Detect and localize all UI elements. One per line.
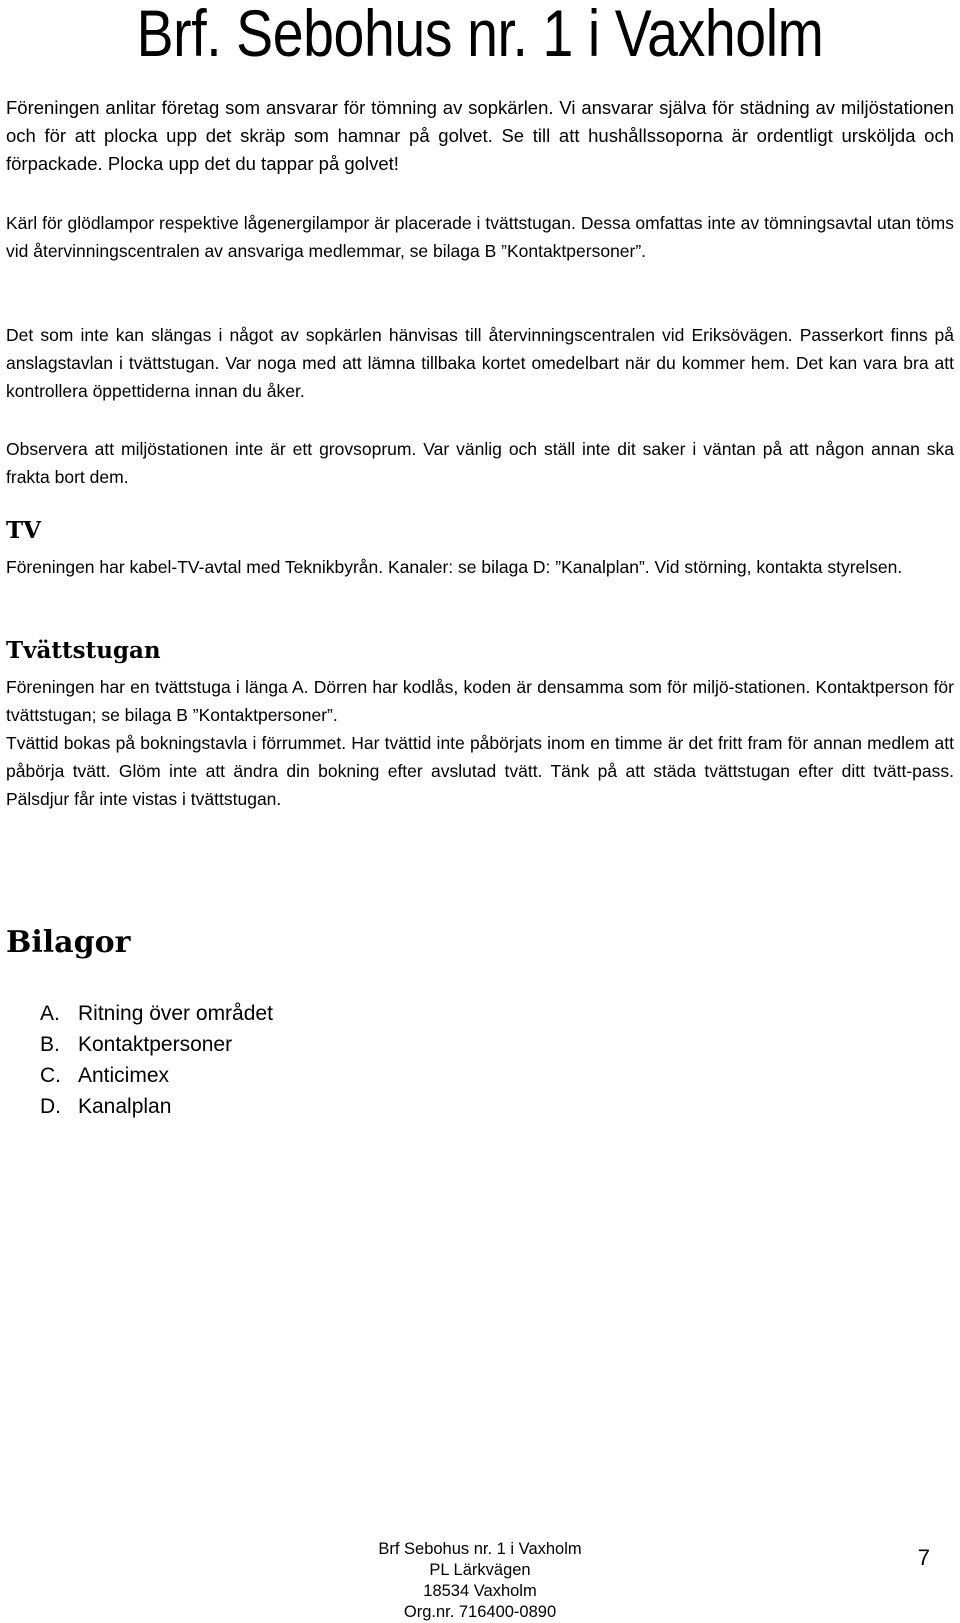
list-marker: C.: [40, 1064, 61, 1087]
footer-name: Brf Sebohus nr. 1 i Vaxholm: [378, 1540, 582, 1558]
list-item-label: Kontaktpersoner: [78, 1033, 233, 1056]
list-marker: A.: [40, 1002, 60, 1025]
paragraph-tv: Föreningen har kabel-TV-avtal med Teknikbyrån. Kanaler: se bilaga D: ”Kanalplan”. Vid störning, kontakta styrelsen.: [6, 557, 903, 577]
paragraph-atervinning: Det som inte kan slängas i något av sopkärlen hänvisas till återvinningscentralen vid Eriksövägen. Passerkort finns på anslagstavlan i tvättstugan. Var noga med att lämna tillbaka kortet omedelbart när du kommer hem. Det kan vara bra att kontrollera öppettiderna innan du åker.: [6, 325, 954, 401]
list-item-label: Anticimex: [78, 1064, 170, 1087]
paragraph-sopor: Föreningen anlitar företag som ansvarar för tömning av sopkärlen. Vi ansvarar själva för städning av miljöstationen och för att plocka upp det skräp som hamnar på golvet. Se till att hushållssoporna är ordentligt ursköljda och förpackade. Plocka upp det du tappar på golvet!: [6, 97, 954, 174]
page-title: Brf. Sebohus nr. 1 i Vaxholm: [136, 0, 824, 70]
heading-bilagor: Bilagor: [6, 925, 131, 960]
paragraph-observera: Observera att miljöstationen inte är ett grovsoprum. Var vänlig och ställ inte dit saker i väntan på att någon annan ska frakta bort dem.: [6, 439, 954, 487]
heading-tvattstugan: Tvättstugan: [6, 637, 161, 664]
paragraph-karl: Kärl för glödlampor respektive lågenergilampor är placerade i tvättstugan. Dessa omfattas inte av tömningsavtal utan töms vid återvinningscentralen av ansvariga medlemmar, se bilaga B ”Kontaktpersoner”.: [6, 213, 954, 261]
page-number: 7: [917, 1545, 930, 1570]
footer-address: PL Lärkvägen: [429, 1561, 531, 1579]
list-item-label: Ritning över området: [78, 1002, 273, 1025]
list-item: [40, 1029, 273, 1060]
list-marker: D.: [40, 1095, 61, 1118]
list-item: [40, 998, 273, 1029]
heading-tv: TV: [6, 517, 41, 544]
list-item: [40, 1091, 273, 1122]
paragraph-tvattstugan-1: Föreningen har en tvättstuga i länga A. Dörren har kodlås, koden är densamma som för miljö-stationen. Kontaktperson för tvättstugan; se bilaga B ”Kontaktpersoner”.: [6, 677, 954, 725]
paragraph-tvattstugan-2: Tvättid bokas på bokningstavla i förrummet. Har tvättid inte påbörjats inom en timme är det fritt fram för annan medlem att påbörja tvätt. Glöm inte att ändra din bokning efter avslutad tvätt. Tänk på att städa tvättstugan efter ditt tvätt-pass. Pälsdjur får inte vistas i tvättstugan.: [6, 733, 954, 809]
footer-postal: 18534 Vaxholm: [423, 1582, 537, 1600]
page-footer: [0, 1539, 960, 1623]
bilagor-list: [40, 998, 273, 1122]
list-item-label: Kanalplan: [78, 1095, 172, 1118]
list-marker: B.: [40, 1033, 60, 1056]
list-item: [40, 1060, 273, 1091]
footer-orgnr: Org.nr. 716400-0890: [403, 1603, 557, 1621]
